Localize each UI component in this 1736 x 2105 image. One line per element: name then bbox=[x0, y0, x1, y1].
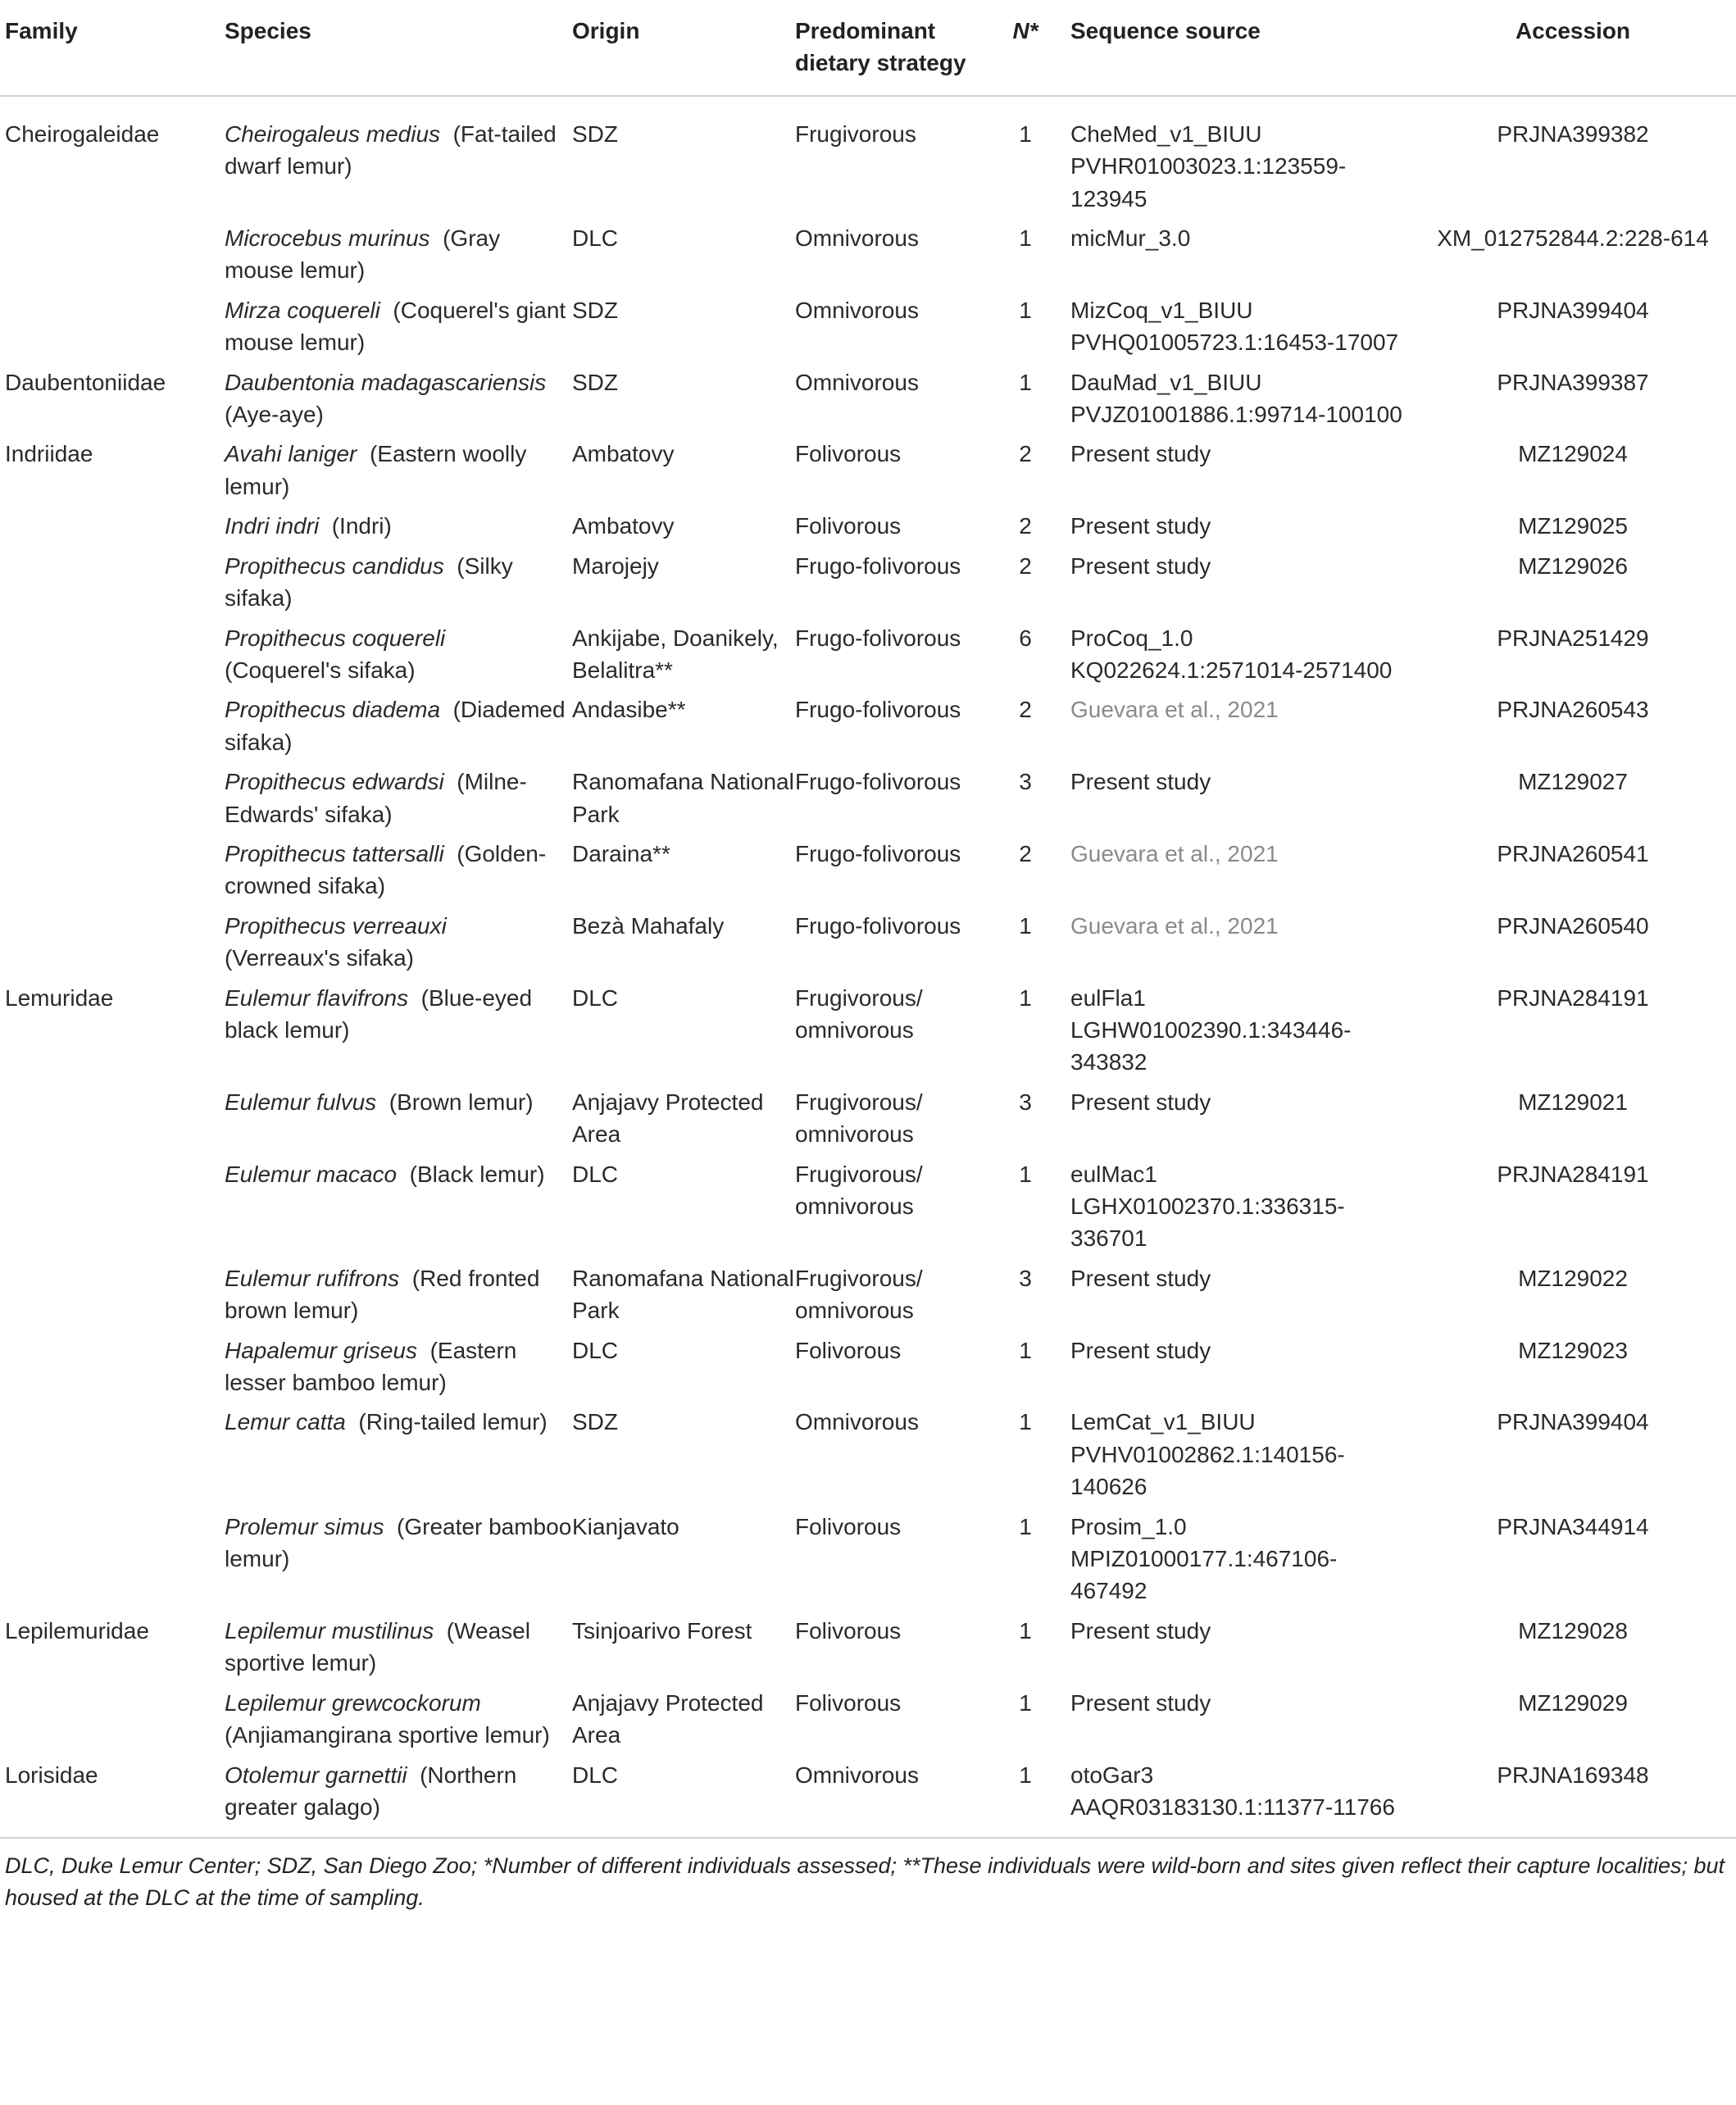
cell-diet: Omnivorous bbox=[795, 369, 919, 395]
header-species: Species bbox=[225, 0, 572, 96]
cell-n: 1 bbox=[1019, 1762, 1032, 1788]
cell-source: Present study bbox=[1070, 513, 1211, 539]
cell-species bbox=[225, 366, 572, 439]
cell-source: Present study bbox=[1070, 552, 1211, 579]
cell-diet: Frugo-folivorous bbox=[795, 552, 961, 579]
cell-origin: DLC bbox=[572, 1161, 619, 1187]
cell-n: 1 bbox=[1019, 369, 1032, 395]
species-common-name: (Golden-crowned sifaka) bbox=[225, 840, 547, 899]
cell-species bbox=[225, 294, 572, 366]
cell-source: Present study bbox=[1070, 1337, 1211, 1363]
table-row bbox=[0, 438, 1736, 510]
cell-species bbox=[225, 1615, 572, 1687]
cell-diet: Folivorous bbox=[795, 513, 902, 539]
species-scientific-name: Avahi laniger bbox=[225, 441, 357, 467]
cell-source: Prosim_1.0 MPIZ01000177.1:467106-467492 bbox=[1070, 1513, 1338, 1604]
species-common-name: (Anjiamangirana sportive lemur) bbox=[225, 1722, 550, 1748]
species-common-name: (Brown lemur) bbox=[389, 1089, 534, 1115]
cell-origin: Kianjavato bbox=[572, 1513, 679, 1539]
cell-species bbox=[225, 1086, 572, 1158]
cell-source: otoGar3 AAQR03183130.1:11377-11766 bbox=[1070, 1762, 1395, 1820]
species-common-name: (Ring-tailed lemur) bbox=[358, 1409, 548, 1435]
cell-accession: PRJNA399382 bbox=[1497, 120, 1649, 147]
cell-diet: Frugivorous/ omnivorous bbox=[795, 1265, 923, 1324]
cell-n: 3 bbox=[1019, 1265, 1032, 1291]
cell-species bbox=[225, 982, 572, 1086]
species-scientific-name: Daubentonia madagascariensis bbox=[225, 369, 547, 395]
cell-origin: Daraina** bbox=[572, 840, 670, 866]
species-common-name: (Red fronted brown lemur) bbox=[225, 1265, 540, 1324]
cell-diet: Frugivorous bbox=[795, 120, 916, 147]
cell-origin: Anjajavy Protected Area bbox=[572, 1089, 764, 1148]
cell-diet: Omnivorous bbox=[795, 1409, 919, 1435]
table-row bbox=[0, 1086, 1736, 1158]
species-scientific-name: Lepilemur grewcockorum bbox=[225, 1689, 481, 1716]
cell-family bbox=[0, 1158, 225, 1262]
cell-origin: Ambatovy bbox=[572, 441, 675, 467]
cell-diet: Omnivorous bbox=[795, 297, 919, 323]
cell-source: Guevara et al., 2021 bbox=[1070, 840, 1279, 866]
cell-family bbox=[0, 910, 225, 982]
species-scientific-name: Hapalemur griseus bbox=[225, 1337, 417, 1363]
cell-origin: DLC bbox=[572, 225, 619, 252]
cell-accession: PRJNA284191 bbox=[1497, 984, 1649, 1011]
table-row bbox=[0, 1406, 1736, 1510]
table-row bbox=[0, 96, 1736, 222]
cell-origin: DLC bbox=[572, 984, 619, 1011]
table-row bbox=[0, 1158, 1736, 1262]
cell-diet: Omnivorous bbox=[795, 225, 919, 252]
table-row bbox=[0, 294, 1736, 366]
header-source: Sequence source bbox=[1070, 0, 1410, 96]
cell-species bbox=[225, 550, 572, 622]
header-row bbox=[0, 0, 1736, 96]
cell-species bbox=[225, 1687, 572, 1759]
cell-origin: SDZ bbox=[572, 1409, 618, 1435]
table-row bbox=[0, 838, 1736, 910]
cell-origin: Tsinjoarivo Forest bbox=[572, 1617, 752, 1644]
cell-n: 3 bbox=[1019, 1089, 1032, 1115]
cell-n: 2 bbox=[1019, 697, 1032, 723]
cell-accession: MZ129025 bbox=[1518, 513, 1628, 539]
cell-family bbox=[0, 294, 225, 366]
cell-diet: Omnivorous bbox=[795, 1762, 919, 1788]
cell-source: Present study bbox=[1070, 1689, 1211, 1716]
cell-family: Indriidae bbox=[5, 441, 93, 467]
cell-source: Guevara et al., 2021 bbox=[1070, 912, 1279, 939]
species-common-name: (Milne-Edwards' sifaka) bbox=[225, 769, 527, 827]
cell-n: 1 bbox=[1019, 912, 1032, 939]
table-row bbox=[0, 693, 1736, 766]
cell-accession: PRJNA260543 bbox=[1497, 697, 1649, 723]
cell-diet: Frugo-folivorous bbox=[795, 840, 961, 866]
cell-family bbox=[0, 766, 225, 838]
cell-source: ProCoq_1.0 KQ022624.1:2571014-2571400 bbox=[1070, 625, 1393, 683]
species-scientific-name: Cheirogaleus medius bbox=[225, 120, 441, 147]
cell-origin: Andasibe** bbox=[572, 697, 686, 723]
cell-diet: Folivorous bbox=[795, 1513, 902, 1539]
cell-n: 1 bbox=[1019, 984, 1032, 1011]
species-scientific-name: Prolemur simus bbox=[225, 1513, 384, 1539]
species-scientific-name: Propithecus diadema bbox=[225, 697, 441, 723]
cell-diet: Frugo-folivorous bbox=[795, 769, 961, 795]
species-common-name: (Eastern lesser bamboo lemur) bbox=[225, 1337, 517, 1396]
cell-family bbox=[0, 550, 225, 622]
cell-family: Lepilemuridae bbox=[5, 1617, 149, 1644]
species-scientific-name: Microcebus murinus bbox=[225, 225, 430, 252]
cell-accession: MZ129023 bbox=[1518, 1337, 1628, 1363]
species-common-name: (Northern greater galago) bbox=[225, 1762, 517, 1820]
cell-accession: PRJNA169348 bbox=[1497, 1762, 1649, 1788]
cell-accession: XM_012752844.2:228-614 bbox=[1437, 225, 1709, 252]
table-row bbox=[0, 1687, 1736, 1759]
cell-species bbox=[225, 1158, 572, 1262]
species-common-name: (Silky sifaka) bbox=[225, 552, 513, 611]
cell-accession: MZ129029 bbox=[1518, 1689, 1628, 1716]
species-common-name: (Coquerel's giant mouse lemur) bbox=[225, 297, 566, 356]
cell-diet: Frugo-folivorous bbox=[795, 697, 961, 723]
species-common-name: (Coquerel's sifaka) bbox=[225, 657, 416, 683]
cell-accession: MZ129021 bbox=[1518, 1089, 1628, 1115]
cell-origin: SDZ bbox=[572, 120, 618, 147]
header-diet: Predominant dietary strategy bbox=[795, 0, 980, 96]
cell-family bbox=[0, 222, 225, 294]
cell-accession: MZ129022 bbox=[1518, 1265, 1628, 1291]
table-row bbox=[0, 1511, 1736, 1615]
species-scientific-name: Lemur catta bbox=[225, 1409, 346, 1435]
cell-diet: Folivorous bbox=[795, 1689, 902, 1716]
cell-diet: Folivorous bbox=[795, 1337, 902, 1363]
table-row bbox=[0, 1759, 1736, 1831]
species-scientific-name: Eulemur flavifrons bbox=[225, 984, 409, 1011]
species-scientific-name: Indri indri bbox=[225, 513, 320, 539]
cell-species bbox=[225, 1406, 572, 1510]
cell-species bbox=[225, 622, 572, 694]
cell-accession: MZ129026 bbox=[1518, 552, 1628, 579]
cell-species bbox=[225, 96, 572, 222]
cell-diet: Frugivorous/ omnivorous bbox=[795, 984, 923, 1043]
cell-accession: MZ129024 bbox=[1518, 441, 1628, 467]
cell-source: Guevara et al., 2021 bbox=[1070, 697, 1279, 723]
cell-family: Lorisidae bbox=[5, 1762, 98, 1788]
header-n: N* bbox=[980, 0, 1070, 96]
cell-family bbox=[0, 1262, 225, 1334]
cell-diet: Frugo-folivorous bbox=[795, 912, 961, 939]
species-common-name: (Weasel sportive lemur) bbox=[225, 1617, 530, 1676]
cell-diet: Folivorous bbox=[795, 1617, 902, 1644]
cell-family bbox=[0, 1334, 225, 1407]
cell-origin: SDZ bbox=[572, 369, 618, 395]
species-scientific-name: Propithecus verreauxi bbox=[225, 912, 447, 939]
cell-n: 6 bbox=[1019, 625, 1032, 651]
cell-family bbox=[0, 1511, 225, 1615]
header-family: Family bbox=[0, 0, 225, 96]
cell-origin: Ranomafana National Park bbox=[572, 769, 794, 827]
cell-accession: PRJNA260541 bbox=[1497, 840, 1649, 866]
species-scientific-name: Propithecus coquereli bbox=[225, 625, 446, 651]
cell-source: Present study bbox=[1070, 1617, 1211, 1644]
cell-diet: Frugivorous/ omnivorous bbox=[795, 1161, 923, 1219]
cell-accession: PRJNA344914 bbox=[1497, 1513, 1649, 1539]
table-row bbox=[0, 1615, 1736, 1687]
cell-source: eulFla1 LGHW01002390.1:343446-343832 bbox=[1070, 984, 1352, 1075]
table-row bbox=[0, 510, 1736, 549]
species-scientific-name: Mirza coquereli bbox=[225, 297, 380, 323]
species-scientific-name: Propithecus edwardsi bbox=[225, 769, 444, 795]
cell-family bbox=[0, 1406, 225, 1510]
cell-family bbox=[0, 510, 225, 549]
cell-n: 1 bbox=[1019, 1513, 1032, 1539]
cell-source: Present study bbox=[1070, 1089, 1211, 1115]
species-scientific-name: Eulemur macaco bbox=[225, 1161, 398, 1187]
table-row bbox=[0, 222, 1736, 294]
cell-source: CheMed_v1_BIUU PVHR01003023.1:123559-123945 bbox=[1070, 120, 1347, 211]
cell-family bbox=[0, 838, 225, 910]
cell-family bbox=[0, 1687, 225, 1759]
cell-source: Present study bbox=[1070, 441, 1211, 467]
cell-diet: Frugivorous/ omnivorous bbox=[795, 1089, 923, 1148]
cell-n: 3 bbox=[1019, 769, 1032, 795]
cell-origin: Bezà Mahafaly bbox=[572, 912, 725, 939]
cell-family: Daubentoniidae bbox=[5, 369, 166, 395]
cell-origin: SDZ bbox=[572, 297, 618, 323]
cell-species bbox=[225, 222, 572, 294]
species-scientific-name: Propithecus tattersalli bbox=[225, 840, 444, 866]
cell-family: Lemuridae bbox=[5, 984, 114, 1011]
cell-origin: Ambatovy bbox=[572, 513, 675, 539]
cell-accession: PRJNA399404 bbox=[1497, 297, 1649, 323]
cell-n: 1 bbox=[1019, 1617, 1032, 1644]
cell-n: 2 bbox=[1019, 513, 1032, 539]
cell-n: 1 bbox=[1019, 1409, 1032, 1435]
cell-source: LemCat_v1_BIUU PVHV01002862.1:140156-140626 bbox=[1070, 1409, 1345, 1500]
species-common-name: (Black lemur) bbox=[409, 1161, 545, 1187]
table-row bbox=[0, 910, 1736, 982]
cell-n: 2 bbox=[1019, 441, 1032, 467]
table-row bbox=[0, 982, 1736, 1086]
cell-species bbox=[225, 693, 572, 766]
cell-accession: MZ129028 bbox=[1518, 1617, 1628, 1644]
cell-species bbox=[225, 1262, 572, 1334]
footnote: DLC, Duke Lemur Center; SDZ, San Diego Zoo; *Number of different individuals assessed; **These individuals were wild-born and sites given reflect their capture localities; but housed at the DLC at the time of sampling. bbox=[0, 1837, 1736, 1914]
cell-family bbox=[0, 622, 225, 694]
cell-species bbox=[225, 1334, 572, 1407]
cell-origin: DLC bbox=[572, 1762, 619, 1788]
cell-species bbox=[225, 766, 572, 838]
cell-accession: PRJNA251429 bbox=[1497, 625, 1649, 651]
header-origin: Origin bbox=[572, 0, 795, 96]
species-common-name: (Indri) bbox=[331, 513, 392, 539]
cell-source: DauMad_v1_BIUU PVJZ01001886.1:99714-100100 bbox=[1070, 369, 1402, 428]
header-accession: Accession bbox=[1410, 0, 1736, 96]
cell-n: 1 bbox=[1019, 1689, 1032, 1716]
species-common-name: (Aye-aye) bbox=[225, 402, 324, 428]
cell-family bbox=[0, 693, 225, 766]
cell-family: Cheirogaleidae bbox=[5, 120, 160, 147]
cell-n: 1 bbox=[1019, 297, 1032, 323]
table-row bbox=[0, 766, 1736, 838]
cell-origin: Anjajavy Protected Area bbox=[572, 1689, 764, 1748]
cell-origin: Ankijabe, Doanikely, Belalitra** bbox=[572, 625, 779, 683]
cell-origin: Ranomafana National Park bbox=[572, 1265, 794, 1324]
cell-n: 1 bbox=[1019, 225, 1032, 252]
cell-diet: Folivorous bbox=[795, 441, 902, 467]
table-row bbox=[0, 366, 1736, 439]
species-common-name: (Fat-tailed dwarf lemur) bbox=[225, 120, 557, 180]
cell-accession: PRJNA399387 bbox=[1497, 369, 1649, 395]
cell-source: MizCoq_v1_BIUU PVHQ01005723.1:16453-17007 bbox=[1070, 297, 1399, 356]
table-row bbox=[0, 1334, 1736, 1407]
species-scientific-name: Eulemur rufifrons bbox=[225, 1265, 400, 1291]
cell-diet: Frugo-folivorous bbox=[795, 625, 961, 651]
species-common-name: (Eastern woolly lemur) bbox=[225, 441, 527, 499]
species-scientific-name: Lepilemur mustilinus bbox=[225, 1617, 434, 1644]
cell-n: 2 bbox=[1019, 552, 1032, 579]
cell-origin: DLC bbox=[572, 1337, 619, 1363]
cell-species bbox=[225, 910, 572, 982]
cell-n: 2 bbox=[1019, 840, 1032, 866]
species-common-name: (Verreaux's sifaka) bbox=[225, 945, 414, 971]
species-scientific-name: Eulemur fulvus bbox=[225, 1089, 377, 1115]
cell-n: 1 bbox=[1019, 1161, 1032, 1187]
cell-family bbox=[0, 1086, 225, 1158]
cell-species bbox=[225, 1511, 572, 1615]
species-common-name: (Diademed sifaka) bbox=[225, 697, 566, 755]
table-row bbox=[0, 622, 1736, 694]
species-common-name: (Gray mouse lemur) bbox=[225, 225, 501, 284]
cell-source: Present study bbox=[1070, 769, 1211, 795]
cell-species bbox=[225, 838, 572, 910]
species-common-name: (Greater bamboo lemur) bbox=[225, 1513, 572, 1572]
table-row bbox=[0, 1262, 1736, 1334]
cell-n: 1 bbox=[1019, 1337, 1032, 1363]
cell-accession: PRJNA260540 bbox=[1497, 912, 1649, 939]
table-row bbox=[0, 550, 1736, 622]
cell-source: micMur_3.0 bbox=[1070, 225, 1191, 252]
cell-origin: Marojejy bbox=[572, 552, 659, 579]
table-body bbox=[0, 96, 1736, 1831]
cell-species bbox=[225, 1759, 572, 1831]
cell-accession: MZ129027 bbox=[1518, 769, 1628, 795]
cell-species bbox=[225, 510, 572, 549]
cell-species bbox=[225, 438, 572, 510]
species-common-name: (Blue-eyed black lemur) bbox=[225, 984, 533, 1043]
cell-accession: PRJNA284191 bbox=[1497, 1161, 1649, 1187]
species-scientific-name: Otolemur garnettii bbox=[225, 1762, 407, 1788]
species-scientific-name: Propithecus candidus bbox=[225, 552, 444, 579]
cell-n: 1 bbox=[1019, 120, 1032, 147]
cell-source: eulMac1 LGHX01002370.1:336315-336701 bbox=[1070, 1161, 1345, 1252]
cell-source: Present study bbox=[1070, 1265, 1211, 1291]
cell-accession: PRJNA399404 bbox=[1497, 1409, 1649, 1435]
